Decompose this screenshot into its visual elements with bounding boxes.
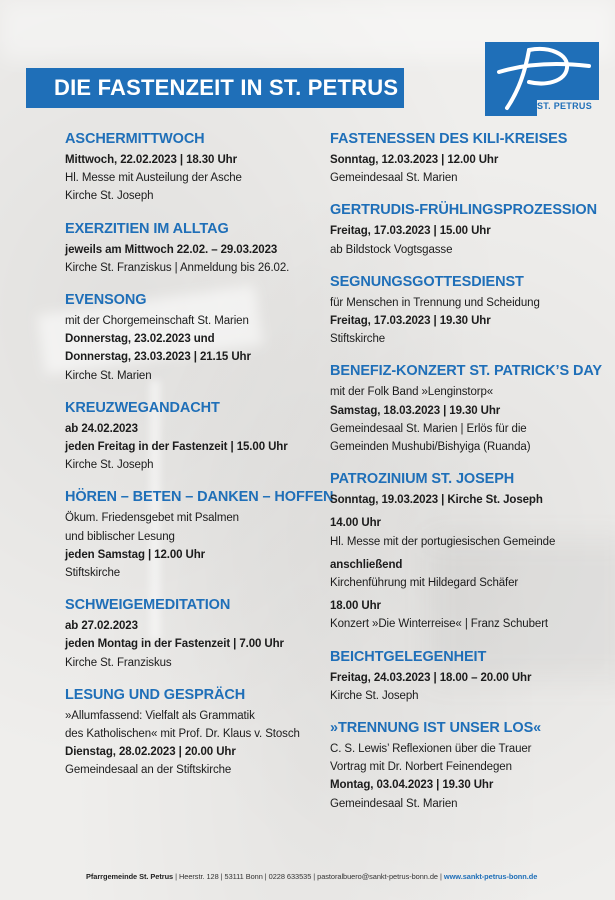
event-detail-line: Gemeindesaal St. Marien xyxy=(330,172,458,185)
event-title: LESUNG UND GESPRÄCH xyxy=(65,686,246,703)
event-detail-line: und biblischer Lesung xyxy=(65,530,175,543)
event-detail-line: Vortrag mit Dr. Norbert Feinendegen xyxy=(330,761,512,774)
event-title: HÖREN – BETEN – DANKEN – HOFFEN xyxy=(65,489,334,506)
event-detail-line: für Menschen in Trennung und Scheidung xyxy=(330,296,540,309)
event-date-line: 14.00 Uhr xyxy=(330,517,381,530)
event-detail-line: Kirchenführung mit Hildegard Schäfer xyxy=(330,577,519,590)
event-date-line: Sonntag, 12.03.2023 | 12.00 Uhr xyxy=(330,154,499,166)
event-block xyxy=(330,719,600,813)
footer-website-link[interactable]: www.sankt-petrus-bonn.de xyxy=(443,872,538,881)
event-date-line: Freitag, 24.03.2023 | 18.00 – 20.00 Uhr xyxy=(330,671,532,684)
event-detail-line: des Katholischen« mit Prof. Dr. Klaus v. Stosch xyxy=(65,728,300,741)
event-title: BENEFIZ-KONZERT ST. PATRICK’S DAY xyxy=(330,363,602,380)
event-date-line: ab 27.02.2023 xyxy=(65,620,138,633)
event-block xyxy=(330,273,600,349)
event-title: GERTRUDIS-FRÜHLINGSPROZESSION xyxy=(330,202,597,219)
event-date-line: jeden Montag in der Fastenzeit | 7.00 Uhr xyxy=(65,638,284,651)
event-detail-line: ab Bildstock Vogtsgasse xyxy=(330,243,453,256)
footer xyxy=(86,872,537,881)
event-detail-line: Hl. Messe mit Austeilung der Asche xyxy=(65,172,242,185)
event-detail-line: Gemeindesaal St. Marien xyxy=(330,797,458,810)
footer-contact: | Heerstr. 128 | 53111 Bonn | 0228 633535 | pastoralbuero@sankt-petrus-bonn.de | xyxy=(173,872,444,881)
event-block xyxy=(65,220,315,277)
event-detail-line: Stiftskirche xyxy=(65,567,121,580)
event-detail-line: Gemeinden Mushubi/Bishyiga (Ruanda) xyxy=(330,441,531,454)
event-block xyxy=(65,399,315,475)
event-date-line: Sonntag, 19.03.2023 | Kirche St. Joseph xyxy=(330,494,543,507)
event-detail-line: Hl. Messe mit der portugiesischen Gemeinde xyxy=(330,535,556,548)
event-title: PATROZINIUM ST. JOSEPH xyxy=(330,471,515,488)
event-block xyxy=(65,596,315,672)
event-detail-line: mit der Folk Band »Lenginstorp« xyxy=(330,386,494,399)
event-date-line: jeweils am Mittwoch 22.02. – 29.03.2023 xyxy=(65,243,278,256)
event-date-line: anschließend xyxy=(330,558,403,571)
event-detail-line: C. S. Lewis’ Reflexionen über die Trauer xyxy=(330,743,532,756)
event-title: »TRENNUNG IST UNSER LOS« xyxy=(330,720,542,737)
event-title: KREUZWEGANDACHT xyxy=(65,399,220,416)
event-detail-line: Konzert »Die Winterreise« | Franz Schubert xyxy=(330,618,549,631)
event-detail-line: Kirche St. Joseph xyxy=(65,190,154,203)
event-block xyxy=(65,488,334,582)
event-date-line: Freitag, 17.03.2023 | 19.30 Uhr xyxy=(330,315,491,328)
event-detail-line: Ökum. Friedensgebet mit Psalmen xyxy=(65,512,239,525)
page-title: DIE FASTENZEIT IN ST. PETRUS xyxy=(54,75,399,100)
title-banner xyxy=(26,68,404,108)
event-date-line: Donnerstag, 23.02.2023 und xyxy=(65,333,215,346)
right-column xyxy=(330,130,600,827)
event-block xyxy=(330,130,600,187)
event-detail-line: Stiftskirche xyxy=(330,333,386,346)
event-block xyxy=(65,291,315,385)
event-block xyxy=(330,470,600,633)
event-detail-line: Gemeindesaal St. Marien | Erlös für die xyxy=(330,422,527,435)
event-detail-line: »Allumfassend: Vielfalt als Grammatik xyxy=(65,709,255,722)
event-date-line: Mittwoch, 22.02.2023 | 18.30 Uhr xyxy=(65,154,237,166)
event-block xyxy=(330,648,600,705)
event-date-line: Montag, 03.04.2023 | 19.30 Uhr xyxy=(330,779,494,792)
event-date-line: ab 24.02.2023 xyxy=(65,422,138,435)
left-column xyxy=(65,130,334,794)
event-date-line: Freitag, 17.03.2023 | 15.00 Uhr xyxy=(330,225,491,238)
event-title: BEICHTGELEGENHEIT xyxy=(330,648,487,665)
event-title: SEGNUNGSGOTTESDIENST xyxy=(330,273,524,290)
event-block xyxy=(65,686,315,780)
event-date-line: jeden Samstag | 12.00 Uhr xyxy=(65,548,206,561)
event-title: EVENSONG xyxy=(65,292,147,309)
event-detail-line: Kirche St. Franziskus | Anmeldung bis 26.02. xyxy=(65,261,290,274)
event-detail-line: mit der Chorgemeinschaft St. Marien xyxy=(65,315,249,328)
event-title: EXERZITIEN IM ALLTAG xyxy=(65,220,229,237)
event-detail-line: Kirche St. Joseph xyxy=(330,689,419,702)
event-date-line: jeden Freitag in der Fastenzeit | 15.00 Uhr xyxy=(65,441,288,454)
event-detail-line: Kirche St. Marien xyxy=(65,369,152,382)
event-title: SCHWEIGEMEDITATION xyxy=(65,597,231,614)
event-detail-line: Kirche St. Franziskus xyxy=(65,656,172,669)
event-date-line: Samstag, 18.03.2023 | 19.30 Uhr xyxy=(330,404,501,417)
event-block xyxy=(330,201,600,258)
event-title: FASTENESSEN DES KILI-KREISES xyxy=(330,131,568,147)
logo-label: ST. PETRUS xyxy=(537,101,593,111)
event-detail-line: Gemeindesaal an der Stiftskirche xyxy=(65,764,232,777)
event-detail-line: Kirche St. Joseph xyxy=(65,459,154,472)
event-date-line: 18.00 Uhr xyxy=(330,600,381,613)
footer-organisation: Pfarrgemeinde St. Petrus xyxy=(86,872,174,881)
event-title: ASCHERMITTWOCH xyxy=(65,131,205,147)
event-date-line: Dienstag, 28.02.2023 | 20.00 Uhr xyxy=(65,746,236,759)
event-date-line: Donnerstag, 23.03.2023 | 21.15 Uhr xyxy=(65,351,251,364)
event-block xyxy=(330,362,600,456)
event-block xyxy=(65,130,315,206)
